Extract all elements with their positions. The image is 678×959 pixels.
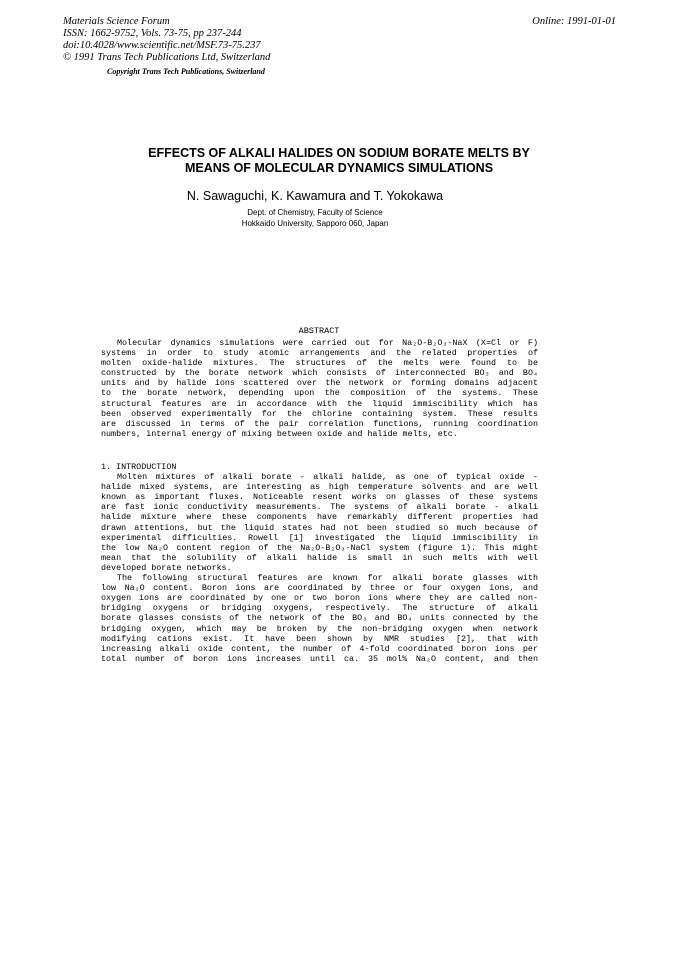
title-line: EFFECTS OF ALKALI HALIDES ON SODIUM BORATE MELTS BY [148,146,530,160]
publication-metadata [63,16,270,64]
paragraph-line: modifying cations exist. It have been shown by NMR studies [2], that with [101,633,538,644]
paragraph-line: halide mixed systems, are interesting as high temperature solvents and are well [101,482,538,493]
paragraph-line: increasing alkali oxide content, the number of 4-fold coordinated boron ions per [101,643,538,654]
abstract-line: molten oxide-halide mixtures. The structures of the melts were found to be [101,358,538,369]
paragraph-line: low Na₂O content. Boron ions are coordinated by three or four oxygen ions, and [101,583,538,594]
affiliation-line: Hokkaido University, Sapporo 060, Japan [241,219,389,228]
affiliation-line: Dept. of Chemistry, Faculty of Science [247,208,383,217]
online-date: Online: 1991-01-01 [532,16,616,27]
paragraph-line: known as important fluxes. Noticeable resent works on glasses of these systems [101,492,538,503]
paragraph-line: oxygen ions are coordinated by one or two boron ions where they are called non- [101,593,538,604]
paragraph-line: halide mixture where these components have remarkably different properties had [101,512,538,523]
abstract-line: units and by halide ions scattered over the network or forming domains adjacent [101,378,538,389]
publisher-line: © 1991 Trans Tech Publications Ltd, Switzerland [63,52,271,63]
paragraph-line: borate glasses consists of the network of the BO₃ and BO₄ units connected by the [101,613,538,624]
doi-line: doi:10.4028/www.scientific.net/MSF.73-75.237 [63,40,261,51]
abstract-body [101,338,538,439]
abstract-line: structural features are in accordance with the liquid immiscibility which has [101,398,538,409]
paragraph-line: drawn attentions, but the liquid states had not been studied so much because of [101,522,538,533]
abstract-heading: ABSTRACT [298,326,340,336]
paragraph-line: total number of boron ions increases until ca. 35 mol% Na₂O content, and then [101,653,538,664]
paper-title [0,146,678,176]
issn-line: ISSN: 1662-9752, Vols. 73-75, pp 237-244 [63,28,242,39]
authors: N. Sawaguchi, K. Kawamura and T. Yokokawa [186,189,444,203]
section-heading: 1. INTRODUCTION [101,462,177,472]
abstract-line: systems in order to study atomic arrangements and the related properties of [101,348,538,359]
paragraph-line: the low Na₂O content region of the Na₂O-B₂O₃-NaCl system (figure 1). This might [101,542,538,553]
abstract-line: constructed by the borate network which consists of interconnected BO₃ and BO₄ [101,368,538,379]
paragraph-line: The following structural features are known for alkali borate glasses with [117,573,538,584]
paragraph-line: Molten mixtures of alkali borate - alkali halide, as one of typical oxide - [117,472,538,483]
paragraph-line: bridging oxygen, which may be broken by the non-bridging oxygen when network [101,623,538,634]
affiliation [0,207,630,229]
paragraph-line: experimental difficulties. Rowell [1] investigated the liquid immiscibility in [101,532,538,543]
paragraph-line: mean that the solubility of alkali halide is small in such melts with well [101,552,538,563]
abstract-line: been observed experimentally for the chlorine containing system. These results [101,408,538,419]
paragraph-line: are fast ionic conductivity measurements. The systems of alkali borate - alkali [101,502,538,513]
title-line: MEANS OF MOLECULAR DYNAMICS SIMULATIONS [184,161,494,175]
introduction-section [101,462,538,664]
copyright-notice: Copyright Trans Tech Publications, Switzerland [107,67,265,76]
journal-name: Materials Science Forum [63,16,170,27]
abstract-line: numbers, internal energy of mixing between oxide and halide melts, etc. [101,428,458,439]
paragraph-line: developed borate networks. [101,562,232,573]
abstract-line: to the borate network, depending upon the composition of the systems. These [101,388,538,399]
paragraph-line: bridging oxygens or bridging oxygens, respectively. The structure of alkali [101,603,538,614]
abstract-line: Molecular dynamics simulations were carried out for Na₂O-B₂O₃-NaX (X=Cl or F) [117,338,538,348]
abstract-line: are discussed in terms of the pair correlation functions, running coordination [101,418,538,429]
